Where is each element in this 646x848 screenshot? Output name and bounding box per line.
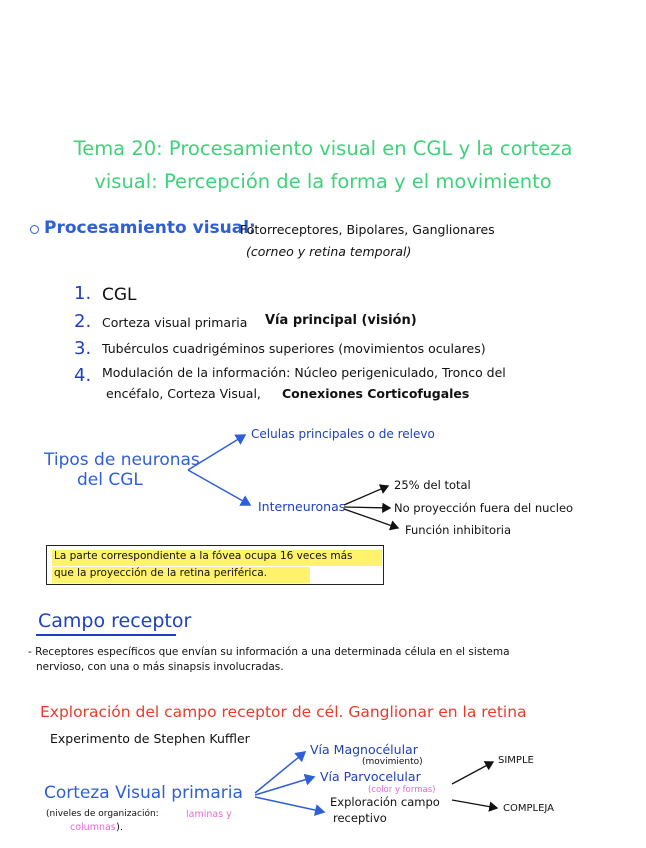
arrow-to-fact-1 [344,486,388,505]
receptive-field-line-1: - Receptores específicos que envían su información a una determinada célula en el sistema [28,646,510,658]
highlight-line-1: La parte correspondiente a la fóvea ocupa 16 veces más [54,550,353,562]
levels-prefix: (niveles de organización: [46,809,159,819]
explore-line-2: receptivo [333,811,387,825]
title-line-2: visual: Percepción de la forma y el movimiento [94,170,552,193]
arrow-to-explore [255,797,324,812]
explore-line-1: Exploración campo [330,795,440,809]
via-magno: Vía Magnocélular [310,742,418,757]
interneuron-fact-2: No proyección fuera del nucleo [394,501,574,515]
levels-suffix: ). [116,822,124,833]
receptive-field-heading: Campo receptor [38,610,192,632]
title-line-1: Tema 20: Procesamiento visual en CGL y la corteza [73,137,573,160]
arrow-to-interneurons [188,470,250,505]
magno-note: (movimiento) [362,757,423,767]
branch-interneurons: Interneuronas [258,499,346,514]
list-text-1: CGL [102,285,137,305]
cortex-label: Corteza Visual primaria [44,783,243,803]
arrow-to-fact-2 [344,507,390,508]
arrow-to-complex [452,800,497,808]
interneuron-fact-3: Función inhibitoria [405,523,512,537]
list-text-4: Modulación de la información: Núcleo perigeniculado, Tronco del [102,365,506,380]
exploration-heading: Exploración del campo receptor de cél. Ganglionar en la retina [40,703,527,721]
levels-laminas: laminas y [186,809,232,820]
complex-label: COMPLEJA [503,803,555,814]
arrow-to-fact-3 [344,509,398,528]
list-text-4-line2: encéfalo, Corteza Visual, [106,386,261,401]
experiment-label: Experimento de Stephen Kuffler [50,731,250,746]
parvo-note: (color y formas) [368,785,436,795]
simple-label: SIMPLE [498,755,534,766]
receptive-field-line-2: nervioso, con una o más sinapsis involucradas. [36,661,284,673]
highlight-line-2: que la proyección de la retina periférica. [54,567,267,579]
list-text-3: Tubérculos cuadrigéminos superiores (movimientos oculares) [102,341,486,356]
processing-heading: Procesamiento visual: [44,218,256,238]
interneuron-fact-1: 25% del total [394,478,471,492]
via-parvo: Vía Parvocelular [320,769,421,784]
list-num-1: 1. [74,283,92,304]
levels-columnas: columnas [70,822,116,833]
branch-principal: Celulas principales o de relevo [251,427,435,441]
list-num-4: 4. [74,365,92,386]
list-num-2: 2. [74,311,92,332]
processing-detail-1: Fotorreceptores, Bipolares, Ganglionares [240,222,495,237]
processing-detail-2: (corneo y retina temporal) [246,244,412,259]
list-text-4-bold: Conexiones Corticofugales [282,386,470,401]
neurons-label-1: Tipos de neuronas [44,450,200,470]
arrow-to-principal [188,435,245,470]
list-extra-2: Vía principal (visión) [265,313,417,328]
list-num-3: 3. [74,338,92,359]
arrow-to-simple [452,762,493,784]
list-text-2: Corteza visual primaria [102,315,248,330]
neurons-label-2: del CGL [77,470,143,490]
